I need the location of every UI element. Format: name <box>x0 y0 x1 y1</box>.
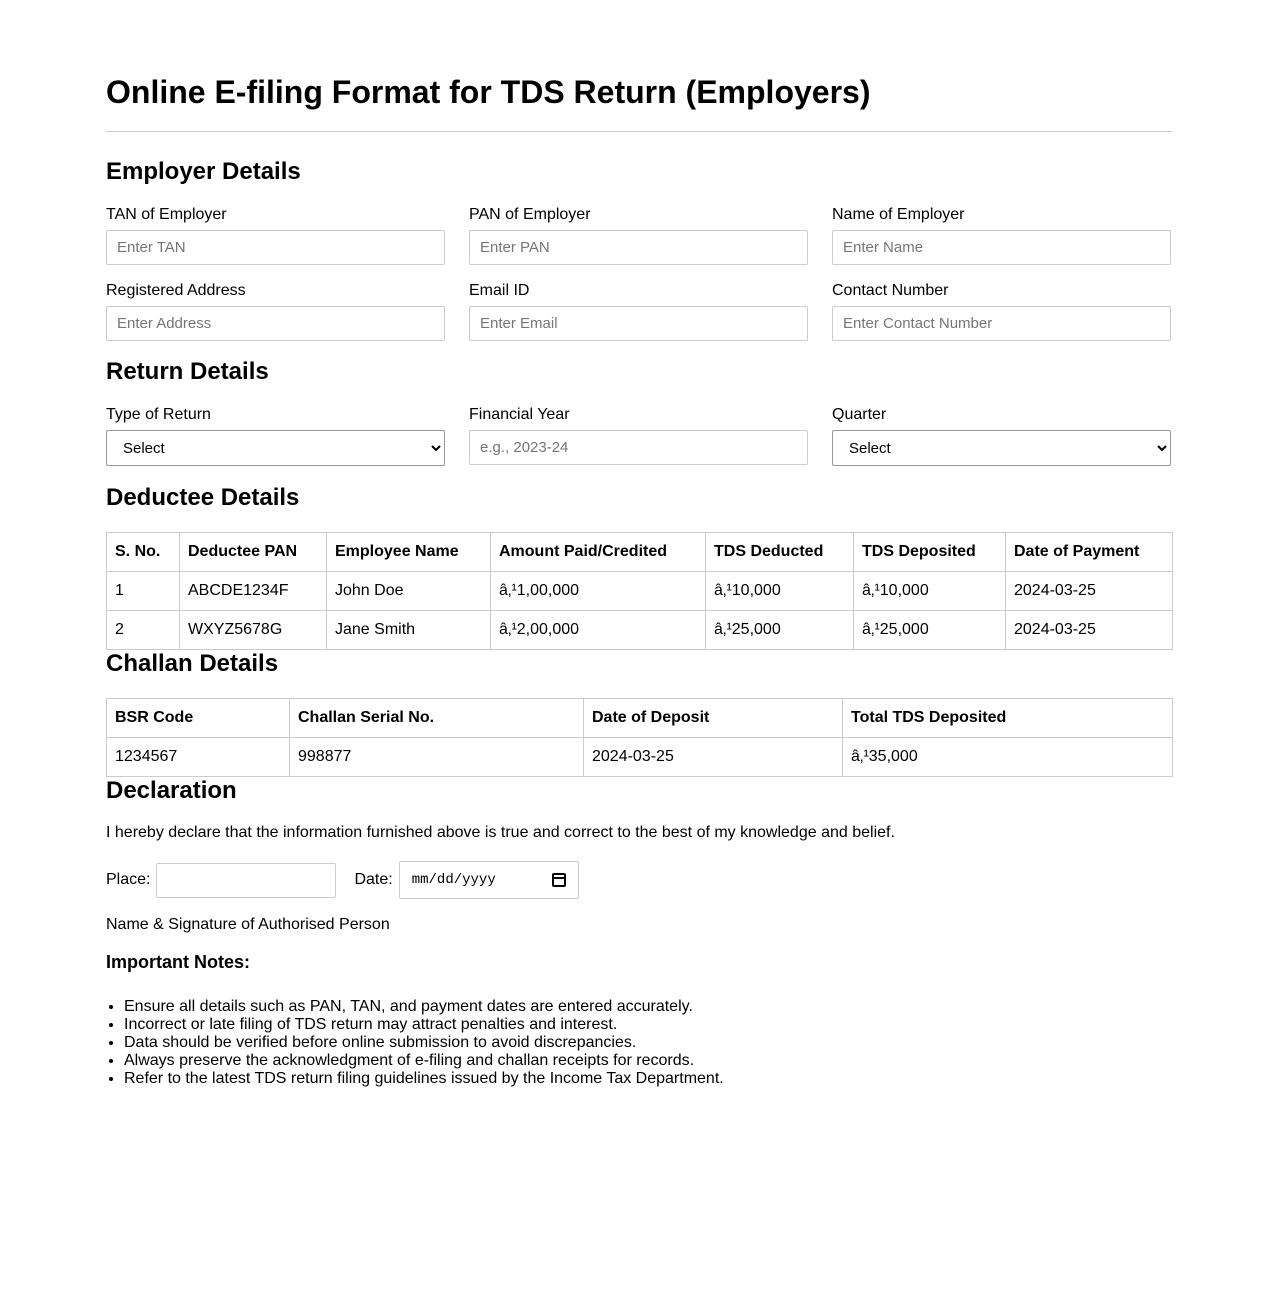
contact-input[interactable] <box>832 306 1171 341</box>
table-row <box>107 738 1173 777</box>
col-employee-name: Employee Name <box>327 533 491 572</box>
cell-name: John Doe <box>327 572 491 611</box>
tan-field <box>106 207 445 265</box>
col-sno: S. No. <box>107 533 180 572</box>
col-challan-serial: Challan Serial No. <box>290 699 584 738</box>
pan-field <box>469 207 808 265</box>
cell-total-tds: â‚¹35,000 <box>843 738 1173 777</box>
date-placeholder: mm/dd/yyyy <box>411 872 496 888</box>
cell-tds-deposited: â‚¹10,000 <box>854 572 1006 611</box>
col-amount-paid: Amount Paid/Credited <box>491 533 706 572</box>
financial-year-label: Financial Year <box>469 406 570 423</box>
employer-name-field <box>832 207 1171 265</box>
contact-field <box>832 283 1171 341</box>
employer-name-input[interactable] <box>832 230 1171 265</box>
return-type-label: Type of Return <box>106 406 211 423</box>
return-row <box>106 407 1172 466</box>
list-item: • Data should be verified before online submission to avoid discrepancies. <box>124 1034 724 1052</box>
title-divider <box>106 131 1172 132</box>
list-item: • Always preserve the acknowledgment of e-filing and challan receipts for records. <box>124 1052 724 1070</box>
return-type-select[interactable] <box>106 430 445 466</box>
pan-input[interactable] <box>469 230 808 265</box>
quarter-label: Quarter <box>832 406 887 423</box>
calendar-icon[interactable] <box>552 873 566 887</box>
cell-bsr-code: 1234567 <box>107 738 290 777</box>
col-deductee-pan: Deductee PAN <box>180 533 327 572</box>
table-row <box>107 572 1173 611</box>
cell-date: 2024-03-25 <box>1006 611 1173 650</box>
return-type-field <box>106 407 445 466</box>
cell-pan: ABCDE1234F <box>180 572 327 611</box>
return-details-heading: Return Details <box>106 358 269 385</box>
date-label: Date: <box>354 871 393 888</box>
important-notes-list <box>106 998 724 1088</box>
date-input[interactable] <box>399 861 579 899</box>
cell-sno: 1 <box>107 572 180 611</box>
deductee-header-row <box>107 533 1173 572</box>
col-tds-deducted: TDS Deducted <box>706 533 854 572</box>
financial-year-field <box>469 407 808 466</box>
cell-pan: WXYZ5678G <box>180 611 327 650</box>
quarter-field <box>832 407 1171 466</box>
employer-name-label: Name of Employer <box>832 206 965 223</box>
cell-tds-deducted: â‚¹10,000 <box>706 572 854 611</box>
pan-label: PAN of Employer <box>469 206 591 223</box>
col-date-of-deposit: Date of Deposit <box>584 699 843 738</box>
page-title: Online E-filing Format for TDS Return (Employers) <box>106 74 871 110</box>
challan-table <box>106 698 1173 777</box>
cell-amount: â‚¹2,00,000 <box>491 611 706 650</box>
cell-amount: â‚¹1,00,000 <box>491 572 706 611</box>
quarter-select[interactable] <box>832 430 1171 466</box>
email-input[interactable] <box>469 306 808 341</box>
cell-challan-serial: 998877 <box>290 738 584 777</box>
important-notes-heading: Important Notes: <box>106 952 250 972</box>
tan-input[interactable] <box>106 230 445 265</box>
place-date-row <box>106 861 579 899</box>
employer-row-2 <box>106 283 1172 341</box>
col-bsr-code: BSR Code <box>107 699 290 738</box>
col-tds-deposited: TDS Deposited <box>854 533 1006 572</box>
list-item: • Incorrect or late filing of TDS return may attract penalties and interest. <box>124 1016 724 1034</box>
declaration-heading: Declaration <box>106 777 237 804</box>
col-date-of-payment: Date of Payment <box>1006 533 1173 572</box>
deductee-details-heading: Deductee Details <box>106 484 300 511</box>
cell-sno: 2 <box>107 611 180 650</box>
place-input[interactable] <box>156 863 336 898</box>
table-row <box>107 611 1173 650</box>
address-label: Registered Address <box>106 282 246 299</box>
address-field <box>106 283 445 341</box>
list-item: • Refer to the latest TDS return filing guidelines issued by the Income Tax Department. <box>124 1070 724 1088</box>
email-field <box>469 283 808 341</box>
challan-header-row <box>107 699 1173 738</box>
challan-details-heading: Challan Details <box>106 650 279 677</box>
employer-row-1 <box>106 207 1172 265</box>
employer-details-heading: Employer Details <box>106 158 301 185</box>
place-label: Place: <box>106 871 151 888</box>
declaration-text: I hereby declare that the information furnished above is true and correct to the best of my knowledge and belief. <box>106 824 895 841</box>
col-total-tds: Total TDS Deposited <box>843 699 1173 738</box>
contact-label: Contact Number <box>832 282 949 299</box>
email-label: Email ID <box>469 282 530 299</box>
address-input[interactable] <box>106 306 445 341</box>
deductee-table <box>106 532 1173 650</box>
list-item: • Ensure all details such as PAN, TAN, and payment dates are entered accurately. <box>124 998 724 1016</box>
financial-year-input[interactable] <box>469 430 808 465</box>
cell-tds-deposited: â‚¹25,000 <box>854 611 1006 650</box>
tan-label: TAN of Employer <box>106 206 227 223</box>
cell-date: 2024-03-25 <box>1006 572 1173 611</box>
cell-name: Jane Smith <box>327 611 491 650</box>
cell-date-of-deposit: 2024-03-25 <box>584 738 843 777</box>
signature-label: Name & Signature of Authorised Person <box>106 916 390 933</box>
cell-tds-deducted: â‚¹25,000 <box>706 611 854 650</box>
